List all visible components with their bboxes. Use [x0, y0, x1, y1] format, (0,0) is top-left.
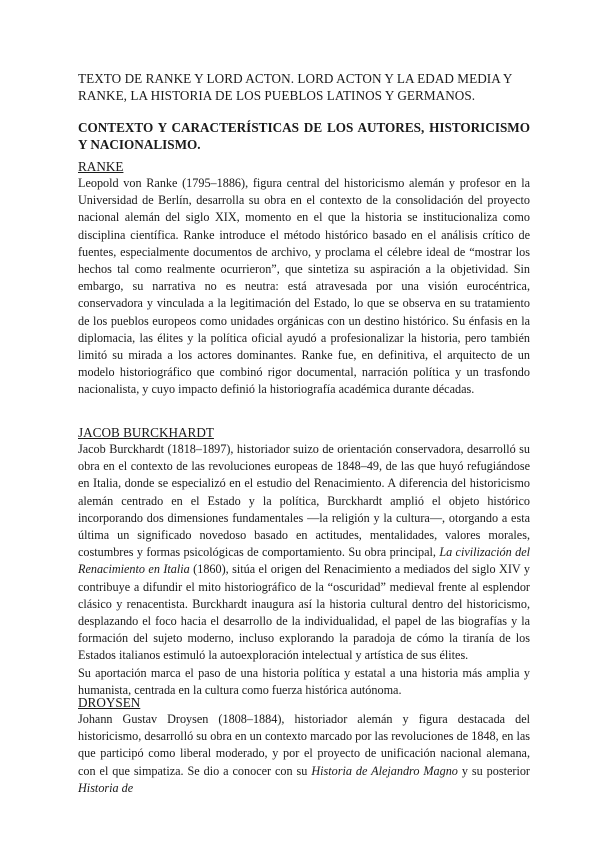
ranke-heading: RANKE — [78, 159, 124, 174]
droysen-paragraph — [78, 711, 530, 797]
document-title: TEXTO DE RANKE Y LORD ACTON. LORD ACTON Y LA EDAD MEDIA Y RANKE, LA HISTORIA DE LOS PUEBLOS LATINOS Y GERMANOS. — [78, 71, 512, 103]
droysen-heading: DROYSEN — [78, 695, 141, 710]
droysen-book-2: Historia de — [78, 780, 134, 795]
burckhardt-section — [78, 424, 530, 699]
droysen-section — [78, 694, 530, 797]
burckhardt-book-title: La civilización del Renacimiento en Italia — [78, 545, 530, 577]
droysen-text-a: Johann Gustav Droysen (1808–1884), historiador alemán y figura destacada del historicismo, desarrolló su obra en un contexto marcado por las revoluciones de 1848, en las que participó como liberal moderado, y por el proyecto de unificación nacional alemana, con el que simpatiza. Se dio a conocer con su — [78, 712, 530, 778]
section-heading: CONTEXTO Y CARACTERÍSTICAS DE LOS AUTORES, HISTORICISMO Y NACIONALISMO. — [78, 120, 530, 152]
droysen-text-b: y su posterior — [457, 763, 530, 778]
droysen-book-1: Historia de Alejandro Magno — [311, 763, 458, 778]
ranke-section — [78, 158, 530, 399]
burckhardt-paragraph-2: Su aportación marca el paso de una historia política y estatal a una historia más amplia y humanista, centrada en la cultura como fuerza histórica autónoma. — [78, 665, 530, 697]
burckhardt-heading: JACOB BURCKHARDT — [78, 425, 214, 440]
burckhardt-paragraph-1 — [78, 441, 530, 665]
ranke-paragraph: Leopold von Ranke (1795–1886), figura central del historicismo alemán y profesor en la Universidad de Berlín, desarrolla su obra en el contexto de la consolidación del proyecto nacional alemán del siglo XIX, momento en el que la historia se institucionaliza como disciplina científica. Ranke introduce el método histórico basado en el análisis crítico de fuentes, especialmente documentos de archivo, y proclama el célebre ideal de “mostrar los hechos tal como realmente ocurrieron”, que sintetiza su aspiración a la objetividad. Sin embargo, su narrativa no es neutra: está atravesada por una visión eurocéntrica, conservadora y vinculada a la legitimación del Estado, lo que se observa en su tratamiento de los pueblos europeos como unidades orgánicas con un destino histórico. Su énfasis en la diplomacia, las élites y la política oficial ayudó a profesionalizar la historia, pero también limitó su mirada a los actores dominantes. Ranke fue, en definitiva, el arquitecto de un modelo historiográfico que combinó rigor documental, narración política y un trasfondo nacionalista, y cuyo impacto definió la historiografía académica durante décadas. — [78, 176, 530, 397]
burckhardt-text-b: (1860), sitúa el origen del Renacimiento a mediados del siglo XIV y contribuye a difundir el mito historiográfico de la “oscuridad” medieval frente al esplendor clásico y renacentista. Burckhardt inaugura así la historia cultural dentro del historicismo, desplazando el foco hacia el desarrollo de la individualidad, el papel de las biografías y la formación del sujeto moderno, incluso explorando la paradoja de cómo la tiranía de los Estados italianos estimuló la autoexploración intelectual y artística de sus élites. — [78, 562, 530, 663]
burckhardt-text-a: Jacob Burckhardt (1818–1897), historiador suizo de orientación conservadora, desarrolló su obra en el contexto de las revoluciones europeas de 1848–49, de las que huyó refugiándose en Italia, donde se especializó en el estudio del Renacimiento. A diferencia del historicismo alemán centrado en el Estado y la política, Burckhardt amplió el objeto histórico incorporando dos dimensiones fundamentales —la religión y la cultura—, otorgando a esta última un significado novedoso basado en actitudes, mentalidades, valores morales, costumbres y formas psicológicas de comportamiento. Su obra principal, — [78, 442, 530, 560]
